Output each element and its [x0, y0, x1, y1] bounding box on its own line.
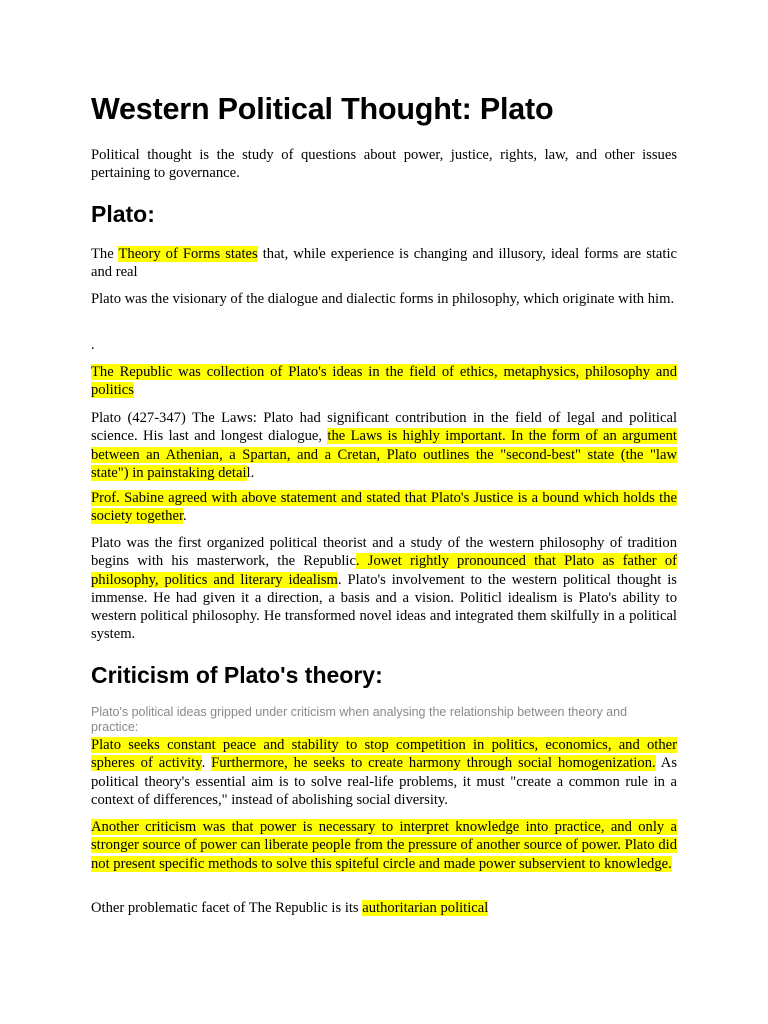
- theorist-text-a: Plato was the first organized political theorist and a study of the western philosophy of tradition begins with his masterwork, the Republic: [91, 535, 677, 570]
- forms-text-c: that, while experience is changing and illusory, ideal forms are static and real: [91, 246, 677, 281]
- plato-heading: Plato:: [91, 201, 155, 227]
- last-paragraph: [91, 899, 677, 917]
- peace-highlight: Plato seeks constant peace and stability to stop competition in politics, economics, and other spheres of activity: [91, 737, 677, 772]
- forms-paragraph: [91, 245, 677, 282]
- dot-paragraph: .: [91, 337, 95, 353]
- sabine-highlight: Prof. Sabine agreed with above statement and stated that Plato's Justice is a bound which holds the society together: [91, 490, 677, 525]
- sabine-paragraph: [91, 489, 677, 526]
- forms-highlight: Theory of Forms states: [118, 246, 258, 262]
- laws-text-c: l.: [246, 464, 255, 481]
- laws-text-a: Plato (427-347) The Laws: Plato had significant contribution in the field of legal and political science. His last and longest dialogue,: [91, 410, 677, 445]
- theorist-text-c: . Plato's involvement to the western political thought is immense. He had given it a direction, a basis and a vision. Politicl idealism is Plato's ability to western political philosophy. He transformed novel ideas and integrated them skilfully in a political system.: [91, 571, 677, 643]
- criticism-intro: Plato's political ideas gripped under criticism when analysing the relationship between theory and practice:: [91, 705, 628, 734]
- laws-paragraph: [91, 409, 677, 482]
- criticism-heading: Criticism of Plato's theory:: [91, 662, 383, 688]
- last-text-a: Other problematic facet of The Republic is its: [91, 900, 363, 916]
- laws-highlight: the Laws is highly important. In the form of an argument between an Athenian, a Spartan, and a Cretan, Plato outlines the "second-best" state (the "law state") in painstaking detai: [91, 428, 677, 481]
- power-highlight: Another criticism was that power is necessary to interpret knowledge into practice, and only a stronger source of power can liberate people from the pressure of another source of power. Plato did not present specific methods to solve this spiteful circle and made power subservient to knowledge.: [91, 819, 677, 872]
- peace-paragraph: [91, 736, 677, 809]
- intro-paragraph: Political thought is the study of questions about power, justice, rights, law, and other issues pertaining to governance.: [91, 147, 677, 182]
- republic-highlight: The Republic was collection of Plato's ideas in the field of ethics, metaphysics, philosophy and politics: [91, 364, 677, 399]
- peace-text-d: As political theory's essential aim is to solve real-life problems, it must "create a common rule in a context of differences," instead of abolishing social diversity.: [91, 755, 678, 808]
- republic-paragraph: [91, 363, 677, 400]
- authoritarian-highlight: authoritarian political: [362, 900, 489, 916]
- visionary-paragraph: Plato was the visionary of the dialogue and dialectic forms in philosophy, which originate with him.: [91, 291, 675, 307]
- harmony-highlight: Furthermore, he seeks to create harmony through social homogenization.: [211, 755, 656, 772]
- page-title: Western Political Thought: Plato: [91, 92, 554, 126]
- sabine-text-b: .: [183, 508, 187, 525]
- peace-text-b: .: [201, 755, 212, 772]
- forms-text-a: The: [91, 246, 119, 262]
- theorist-paragraph: [91, 534, 677, 644]
- theorist-highlight: . Jowet rightly pronounced that Plato as father of philosophy, politics and literary idealism: [91, 553, 677, 588]
- power-paragraph: [91, 818, 677, 873]
